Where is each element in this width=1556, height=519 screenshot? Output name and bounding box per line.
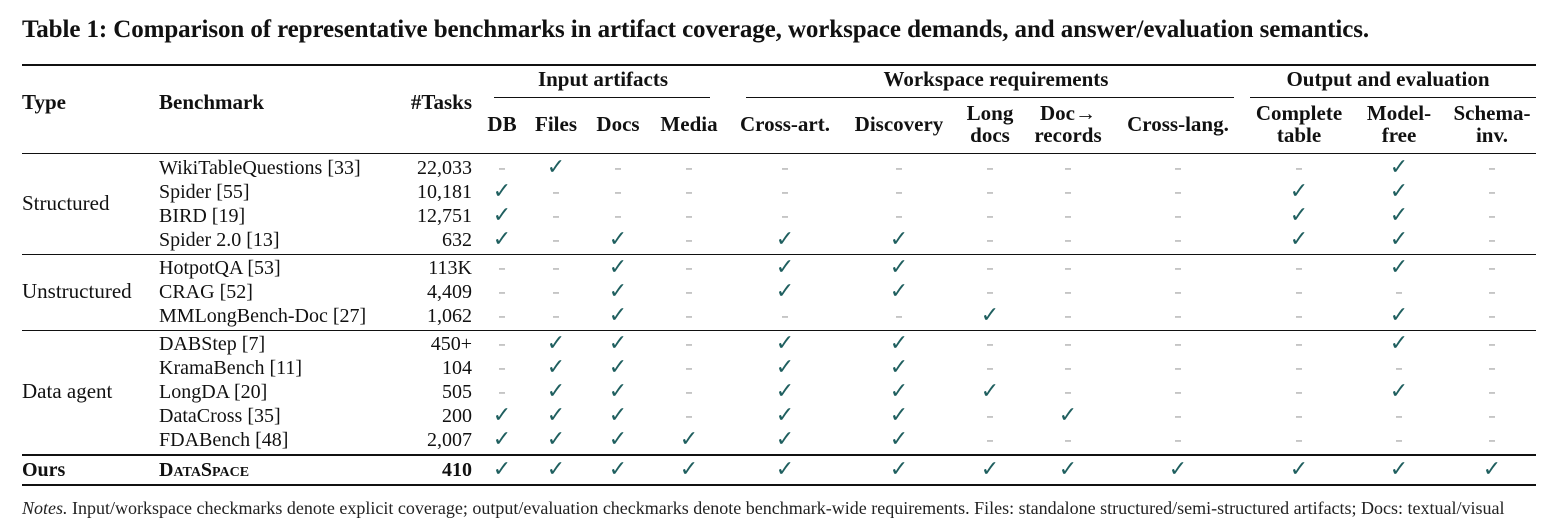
check-icon: ✓ <box>1058 403 1078 428</box>
dash-icon: – <box>685 231 693 249</box>
check-icon: ✓ <box>492 427 512 452</box>
task-count: 4,409 <box>427 281 472 303</box>
dash-icon: – <box>1174 383 1182 401</box>
column-header-line1: Cross-art. <box>739 112 830 136</box>
dash-icon: – <box>781 307 789 325</box>
check-icon: ✓ <box>546 457 566 482</box>
dash-icon: – <box>986 407 994 425</box>
dash-icon: – <box>1064 283 1072 301</box>
benchmark-name: BIRD [19] <box>159 205 246 227</box>
ours-task-count: 410 <box>442 459 472 481</box>
check-icon: ✓ <box>775 227 795 252</box>
check-icon: ✓ <box>679 457 699 482</box>
dash-icon: – <box>1064 307 1072 325</box>
check-icon: ✓ <box>492 457 512 482</box>
dash-icon: – <box>1488 207 1496 225</box>
dash-icon: – <box>1174 335 1182 353</box>
check-icon: ✓ <box>775 403 795 428</box>
benchmark-name: WikiTableQuestions [33] <box>159 157 361 179</box>
group-rule-workspace <box>746 97 1234 98</box>
dash-icon: – <box>1174 183 1182 201</box>
dash-icon: – <box>498 335 506 353</box>
column-header-line2: free <box>1381 123 1417 147</box>
column-header-line1: Media <box>660 112 718 136</box>
task-count: 200 <box>442 405 472 427</box>
dash-icon: – <box>685 307 693 325</box>
check-icon: ✓ <box>679 427 699 452</box>
check-icon: ✓ <box>889 355 909 380</box>
dash-icon: – <box>781 159 789 177</box>
dash-icon: – <box>498 283 506 301</box>
dash-icon: – <box>1488 283 1496 301</box>
check-icon: ✓ <box>608 255 628 280</box>
check-icon: ✓ <box>546 403 566 428</box>
ours-type-label: Ours <box>22 459 66 481</box>
section-type-label: Unstructured <box>22 279 132 303</box>
benchmark-name: Spider [55] <box>159 181 250 203</box>
dash-icon: – <box>1295 335 1303 353</box>
task-count: 505 <box>442 381 472 403</box>
check-icon: ✓ <box>1389 379 1409 404</box>
dash-icon: – <box>986 359 994 377</box>
dash-icon: – <box>1174 431 1182 449</box>
column-header-line1: Docs <box>596 112 640 136</box>
dash-icon: – <box>781 183 789 201</box>
dash-icon: – <box>1174 159 1182 177</box>
dash-icon: – <box>1295 283 1303 301</box>
dash-icon: – <box>1488 259 1496 277</box>
column-header-line1: Doc→ <box>1040 101 1096 125</box>
dash-icon: – <box>1174 359 1182 377</box>
dash-icon: – <box>1488 183 1496 201</box>
dash-icon: – <box>1488 307 1496 325</box>
dash-icon: – <box>895 307 903 325</box>
dash-icon: – <box>1395 359 1403 377</box>
table-caption: Table 1: Comparison of representative benchmarks in artifact coverage, workspace demands, and answer/evaluation semantics. <box>22 16 1369 43</box>
dash-icon: – <box>1295 259 1303 277</box>
section-type-label: Structured <box>22 191 110 215</box>
check-icon: ✓ <box>980 379 1000 404</box>
check-icon: ✓ <box>608 427 628 452</box>
column-header-line1: Schema- <box>1453 101 1531 125</box>
dash-icon: – <box>552 231 560 249</box>
section-rule <box>22 454 1536 456</box>
check-icon: ✓ <box>980 303 1000 328</box>
task-count: 450+ <box>430 333 472 355</box>
group-rule-input <box>494 97 710 98</box>
dash-icon: – <box>552 283 560 301</box>
check-icon: ✓ <box>1389 155 1409 180</box>
check-icon: ✓ <box>1389 303 1409 328</box>
dash-icon: – <box>685 359 693 377</box>
dash-icon: – <box>552 207 560 225</box>
check-icon: ✓ <box>492 403 512 428</box>
dash-icon: – <box>1064 207 1072 225</box>
group-header-output: Output and evaluation <box>1286 67 1490 91</box>
dash-icon: – <box>685 183 693 201</box>
check-icon: ✓ <box>775 355 795 380</box>
group-rule-output <box>1250 97 1536 98</box>
dash-icon: – <box>552 307 560 325</box>
check-icon: ✓ <box>546 331 566 356</box>
dash-icon: – <box>1488 231 1496 249</box>
check-icon: ✓ <box>889 331 909 356</box>
dash-icon: – <box>552 259 560 277</box>
benchmark-name: Spider 2.0 [13] <box>159 229 280 251</box>
dash-icon: – <box>1295 431 1303 449</box>
ours-benchmark-name: DataSpace <box>159 459 250 481</box>
check-icon: ✓ <box>492 179 512 204</box>
check-icon: ✓ <box>1482 457 1502 482</box>
task-count: 2,007 <box>427 429 472 451</box>
dash-icon: – <box>614 159 622 177</box>
check-icon: ✓ <box>608 355 628 380</box>
dash-icon: – <box>895 207 903 225</box>
dash-icon: – <box>498 307 506 325</box>
section-type-label: Data agent <box>22 379 113 403</box>
column-header-line2: records <box>1034 123 1102 147</box>
dash-icon: – <box>614 183 622 201</box>
check-icon: ✓ <box>775 457 795 482</box>
check-icon: ✓ <box>889 403 909 428</box>
dash-icon: – <box>1174 307 1182 325</box>
dash-icon: – <box>498 359 506 377</box>
check-icon: ✓ <box>1289 179 1309 204</box>
task-count: 12,751 <box>417 205 472 227</box>
dash-icon: – <box>685 207 693 225</box>
column-header-line1: Long <box>966 101 1014 125</box>
check-icon: ✓ <box>775 279 795 304</box>
notes-label: Notes. <box>22 498 68 518</box>
dash-icon: – <box>1064 159 1072 177</box>
column-header-line1: Files <box>535 112 577 136</box>
column-header-line2: inv. <box>1475 123 1509 147</box>
dash-icon: – <box>685 159 693 177</box>
check-icon: ✓ <box>546 355 566 380</box>
column-header-line1: Discovery <box>854 112 944 136</box>
column-header-line1: DB <box>487 112 517 136</box>
dash-icon: – <box>986 259 994 277</box>
benchmark-name: MMLongBench-Doc [27] <box>159 305 367 327</box>
dash-icon: – <box>781 207 789 225</box>
check-icon: ✓ <box>1389 227 1409 252</box>
dash-icon: – <box>1174 207 1182 225</box>
column-header-line2: table <box>1276 123 1322 147</box>
dash-icon: – <box>1295 407 1303 425</box>
task-count: 104 <box>442 357 472 379</box>
benchmark-name: HotpotQA [53] <box>159 257 281 279</box>
dash-icon: – <box>498 259 506 277</box>
dash-icon: – <box>986 159 994 177</box>
check-icon: ✓ <box>889 255 909 280</box>
column-header <box>1417 102 1556 146</box>
dash-icon: – <box>685 335 693 353</box>
check-icon: ✓ <box>546 155 566 180</box>
check-icon: ✓ <box>775 255 795 280</box>
header-type: Type <box>22 90 66 114</box>
dash-icon: – <box>1174 407 1182 425</box>
benchmark-name: DABStep [7] <box>159 333 266 355</box>
column-header-line1: Complete <box>1255 101 1343 125</box>
check-icon: ✓ <box>889 227 909 252</box>
check-icon: ✓ <box>608 279 628 304</box>
benchmark-name: CRAG [52] <box>159 281 253 303</box>
check-icon: ✓ <box>492 203 512 228</box>
dash-icon: – <box>1488 431 1496 449</box>
column-header-line2: docs <box>970 123 1010 147</box>
dash-icon: – <box>614 207 622 225</box>
check-icon: ✓ <box>608 227 628 252</box>
task-count: 1,062 <box>427 305 472 327</box>
check-icon: ✓ <box>775 331 795 356</box>
dash-icon: – <box>986 207 994 225</box>
check-icon: ✓ <box>1389 255 1409 280</box>
dash-icon: – <box>1395 431 1403 449</box>
dash-icon: – <box>1488 407 1496 425</box>
dash-icon: – <box>986 283 994 301</box>
dash-icon: – <box>986 183 994 201</box>
check-icon: ✓ <box>608 379 628 404</box>
dash-icon: – <box>1064 431 1072 449</box>
check-icon: ✓ <box>1389 457 1409 482</box>
header-rule <box>22 153 1536 154</box>
check-icon: ✓ <box>1389 331 1409 356</box>
dash-icon: – <box>895 183 903 201</box>
header-benchmark: Benchmark <box>159 90 264 114</box>
check-icon: ✓ <box>980 457 1000 482</box>
bottom-rule <box>22 484 1536 486</box>
check-icon: ✓ <box>775 427 795 452</box>
check-icon: ✓ <box>1289 227 1309 252</box>
dash-icon: – <box>1295 159 1303 177</box>
check-icon: ✓ <box>889 457 909 482</box>
check-icon: ✓ <box>889 279 909 304</box>
dash-icon: – <box>1064 183 1072 201</box>
dash-icon: – <box>986 431 994 449</box>
check-icon: ✓ <box>1168 457 1188 482</box>
benchmark-name: LongDA [20] <box>159 381 268 403</box>
check-icon: ✓ <box>492 227 512 252</box>
header-tasks: #Tasks <box>410 90 472 114</box>
dash-icon: – <box>1064 259 1072 277</box>
check-icon: ✓ <box>1389 179 1409 204</box>
benchmark-name: FDABench [48] <box>159 429 289 451</box>
check-icon: ✓ <box>608 457 628 482</box>
check-icon: ✓ <box>1289 457 1309 482</box>
benchmark-name: KramaBench [11] <box>159 357 303 379</box>
task-count: 113K <box>428 257 472 279</box>
check-icon: ✓ <box>1389 203 1409 228</box>
dash-icon: – <box>685 383 693 401</box>
check-icon: ✓ <box>546 427 566 452</box>
dash-icon: – <box>986 231 994 249</box>
top-rule <box>22 64 1536 66</box>
check-icon: ✓ <box>889 379 909 404</box>
task-count: 10,181 <box>417 181 472 203</box>
notes <box>22 498 1505 519</box>
dash-icon: – <box>1488 359 1496 377</box>
dash-icon: – <box>552 183 560 201</box>
check-icon: ✓ <box>775 379 795 404</box>
dash-icon: – <box>1395 283 1403 301</box>
dash-icon: – <box>1174 259 1182 277</box>
dash-icon: – <box>685 283 693 301</box>
check-icon: ✓ <box>608 331 628 356</box>
dash-icon: – <box>1064 359 1072 377</box>
check-icon: ✓ <box>1058 457 1078 482</box>
dash-icon: – <box>498 383 506 401</box>
dash-icon: – <box>1488 335 1496 353</box>
dash-icon: – <box>986 335 994 353</box>
check-icon: ✓ <box>608 303 628 328</box>
dash-icon: – <box>1488 159 1496 177</box>
dash-icon: – <box>1064 231 1072 249</box>
column-header-line1: Cross-lang. <box>1127 112 1229 136</box>
benchmark-name: DataCross [35] <box>159 405 281 427</box>
dash-icon: – <box>1174 283 1182 301</box>
task-count: 632 <box>442 229 472 251</box>
check-icon: ✓ <box>608 403 628 428</box>
dash-icon: – <box>685 259 693 277</box>
dash-icon: – <box>895 159 903 177</box>
dash-icon: – <box>1064 335 1072 353</box>
dash-icon: – <box>1488 383 1496 401</box>
check-icon: ✓ <box>1289 203 1309 228</box>
dash-icon: – <box>1295 307 1303 325</box>
dash-icon: – <box>1295 383 1303 401</box>
dash-icon: – <box>685 407 693 425</box>
dash-icon: – <box>1395 407 1403 425</box>
dash-icon: – <box>1174 231 1182 249</box>
check-icon: ✓ <box>546 379 566 404</box>
task-count: 22,033 <box>417 157 472 179</box>
group-header-workspace: Workspace requirements <box>883 67 1109 91</box>
column-header-line1: Model- <box>1366 101 1432 125</box>
dash-icon: – <box>498 159 506 177</box>
dash-icon: – <box>1064 383 1072 401</box>
group-header-input: Input artifacts <box>537 67 669 91</box>
notes-text: Input/workspace checkmarks denote explicit coverage; output/evaluation checkmarks denote benchmark-wide requirements. Files: standalone structured/semi-structured artifacts; Docs: textual/visual <box>67 498 1505 518</box>
dash-icon: – <box>1295 359 1303 377</box>
check-icon: ✓ <box>889 427 909 452</box>
